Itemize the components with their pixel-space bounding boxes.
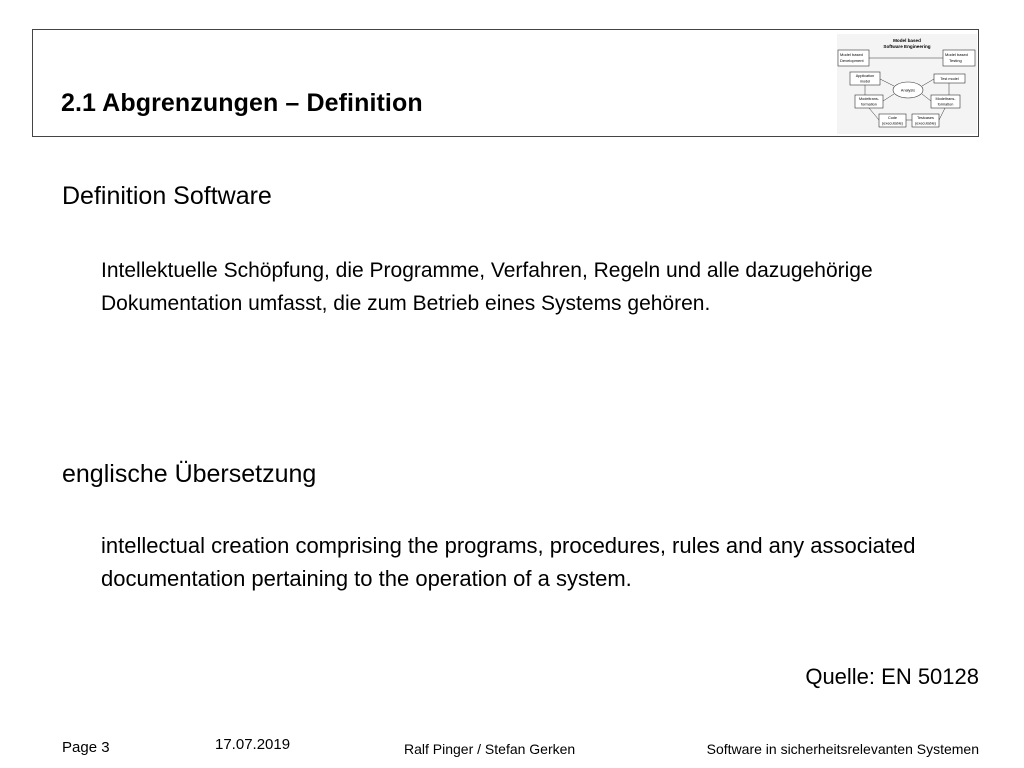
- source-citation: Quelle: EN 50128: [805, 664, 979, 689]
- logo-box-dev-l2: Development: [840, 58, 864, 63]
- logo-box-test-l1: Model based: [945, 52, 968, 57]
- logo-trans-right-l1: Modeltrans-: [935, 97, 956, 101]
- logo-app-model-l1: Application: [855, 74, 875, 78]
- logo-title-2: Software Engineering: [883, 44, 931, 49]
- footer-date: 17.07.2019: [215, 736, 291, 753]
- logo-testcases-l2: (executable): [915, 121, 936, 126]
- logo-code-l1: Code: [887, 116, 898, 120]
- logo-analysis-label: Analysis: [900, 88, 916, 93]
- logo-code-l2: (executable): [882, 121, 903, 126]
- section-heading-definition: Definition Software: [62, 182, 272, 210]
- logo-testcases-l1: Testcases: [917, 116, 934, 120]
- definition-text-german: Intellektuelle Schöpfung, die Programme, Verfahren, Regeln und alle dazugehörige Dokumentation umfasst, die zum Betrieb eines Systems gehören.: [101, 259, 873, 315]
- logo-trans-left-l1: Modeltrans-: [858, 97, 880, 101]
- logo-trans-left-l2: formation: [861, 102, 877, 107]
- section-heading-translation: englische Übersetzung: [62, 460, 317, 488]
- footer-page-number: Page 3: [62, 739, 110, 756]
- slide-title: 2.1 Abgrenzungen – Definition: [61, 89, 423, 117]
- footer-authors: Ralf Pinger / Stefan Gerken: [404, 741, 576, 757]
- logo-box-test-l2: Testing: [949, 58, 962, 63]
- logo-box-dev-l1: Model based: [840, 52, 863, 57]
- slide-header: [32, 29, 979, 137]
- definition-text-english: intellectual creation comprising the programs, procedures, rules and any associated documentation pertaining to the operation of a system.: [101, 533, 916, 591]
- logo-test-model-label: Test model: [940, 77, 959, 81]
- logo-trans-right-l2: formation: [937, 102, 954, 107]
- mbse-diagram-logo: [837, 34, 977, 134]
- footer-course-title: Software in sicherheitsrelevanten Systemen: [706, 741, 979, 757]
- logo-app-model-l2: model: [859, 79, 871, 84]
- logo-title-1: Model based: [893, 38, 921, 43]
